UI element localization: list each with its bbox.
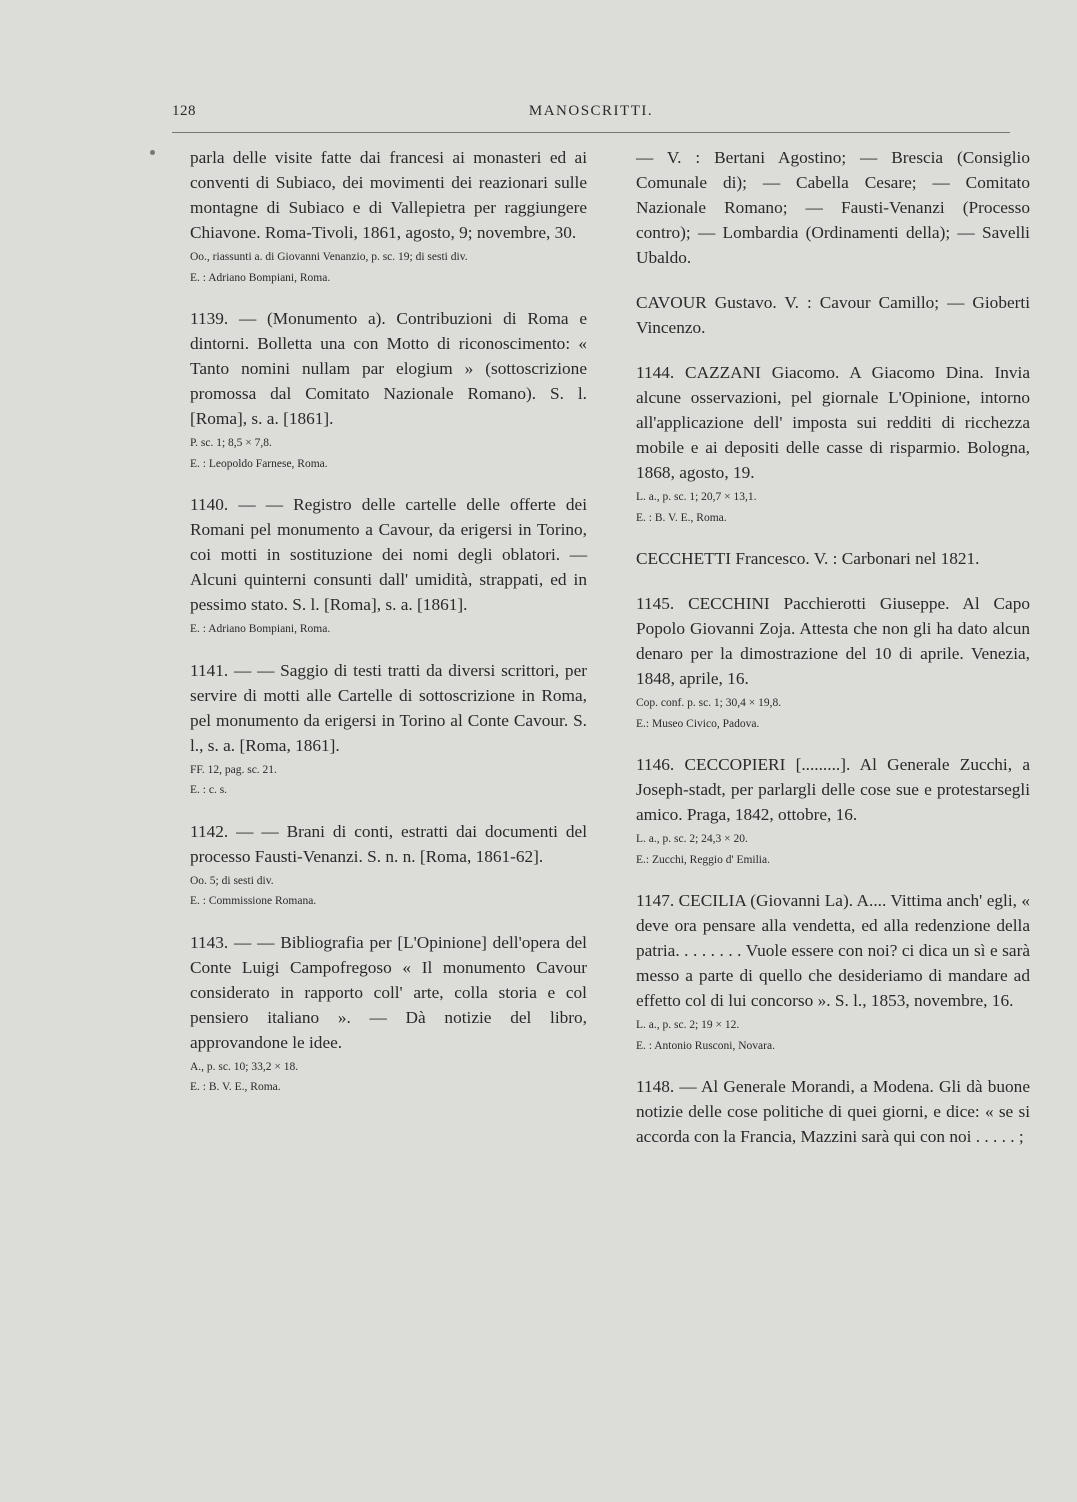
left-column <box>190 145 587 1116</box>
entry-text: 1146. CECCOPIERI [.........]. Al Generale Zucchi, a Joseph-stadt, per parlargli delle cose sue e protestarsegli amico. Praga, 1842, ottobre, 16. <box>636 755 1030 824</box>
entry-note: Oo., riassunti a. di Giovanni Venanzio, p. sc. 19; di sesti div. <box>190 251 468 263</box>
entry-note: E.: Museo Civico, Padova. <box>636 717 760 730</box>
entry-note: E. : Leopoldo Farnese, Roma. <box>190 457 328 470</box>
cross-reference <box>636 290 1030 340</box>
catalog-entry <box>190 492 587 638</box>
entry-note: L. a., p. sc. 2; 19 × 12. <box>636 1019 740 1031</box>
page-header <box>172 103 1010 129</box>
entry-note: E. : Adriano Bompiani, Roma. <box>190 623 331 635</box>
entry-note: Oo. 5; di sesti div. <box>190 874 274 887</box>
entry-text: parla delle visite fatte dai francesi ai monasteri ed ai conventi di Subiaco, dei movimenti dei reazionari sulle montagne di Subiaco e di Vallepietra per raggiungere Chiavone. Roma-Tivoli, 1861, agosto, 9; novembre, 30. <box>190 148 587 242</box>
entry-note: E. : Antonio Rusconi, Novara. <box>636 1039 775 1052</box>
catalog-entry <box>636 888 1030 1054</box>
catalog-entry <box>636 752 1030 868</box>
entry-text: 1147. CECILIA (Giovanni La). A.... Vittima anch' egli, « deve ora pensare alla vendetta, ed alla redenzione della patria. . . . . . . . Vuole essere con noi? ci dica un sì e sarà messo a parte di quello che desideriamo di mandare ad effetto col di lui concorso ». S. l., 1853, novembre, 16. <box>636 891 1030 1010</box>
page-number: 128 <box>172 103 196 119</box>
catalog-entry <box>190 819 587 910</box>
entry-text: 1141. — — Saggio di testi tratti da diversi scrittori, per servire di motti alle Cartelle di sottoscrizione in Roma, pel monumento da erigersi in Torino al Conte Cavour. S. l., s. a. [Roma, 1861]. <box>190 660 587 755</box>
catalog-entry <box>636 360 1030 526</box>
entry-note: L. a., p. sc. 2; 24,3 × 20. <box>636 833 748 845</box>
entry-text: 1143. — — Bibliografia per [L'Opinione] dell'opera del Conte Luigi Campofregoso « Il monumento Cavour considerato in rapporto coll' arte, colla storia e col pensiero italiano ». — Dà notizie del libro, approvandone le idee. <box>190 932 587 1052</box>
entry-text: 1140. — — Registro delle cartelle delle offerte dei Romani pel monumento a Cavour, da erigersi in Torino, coi motti in sostituzione dei nomi degli oblatori. — Alcuni quinterni consunti dall' umidità, strappati, ed in pessimo stato. S. l. [Roma], s. a. [1861]. <box>190 495 587 614</box>
running-title: MANOSCRITTI. <box>528 103 654 119</box>
entry-text: CAVOUR Gustavo. V. : Cavour Camillo; — Gioberti Vincenzo. <box>636 293 1030 337</box>
right-column <box>636 145 1030 1169</box>
entry-note: E. : B. V. E., Roma. <box>190 1081 281 1093</box>
entry-text: 1145. CECCHINI Pacchierotti Giuseppe. Al Capo Popolo Giovanni Zoja. Attesta che non gli ha dato alcun denaro per la dimostrazione del 10 di aprile. Venezia, 1848, aprile, 16. <box>636 594 1030 688</box>
entry-note: FF. 12, pag. sc. 21. <box>190 763 277 776</box>
entry-note: P. sc. 1; 8,5 × 7,8. <box>190 437 272 449</box>
header-rule <box>172 132 1010 133</box>
catalog-entry <box>190 145 587 286</box>
catalog-entry <box>636 1074 1030 1149</box>
entry-text: 1142. — — Brani di conti, estratti dai documenti del processo Fausti-Venanzi. S. n. n. [Roma, 1861-62]. <box>190 821 587 866</box>
entry-note: E. : c. s. <box>190 784 228 796</box>
entry-text: 1144. CAZZANI Giacomo. A Giacomo Dina. Invia alcune osservazioni, pel giornale L'Opinione, intorno all'applicazione dell' imposta sui redditi di ricchezza mobile e ai depositi delle casse di risparmio. Bologna, 1868, agosto, 19. <box>636 363 1030 482</box>
catalog-entry <box>190 658 587 799</box>
catalog-entry <box>190 930 587 1096</box>
entry-text: CECCHETTI Francesco. V. : Carbonari nel 1821. <box>636 549 980 568</box>
cross-reference <box>636 546 1030 571</box>
entry-note: E.: Zucchi, Reggio d' Emilia. <box>636 853 770 866</box>
cross-reference <box>636 145 1030 270</box>
entry-note: A., p. sc. 10; 33,2 × 18. <box>190 1060 299 1073</box>
entry-note: Cop. conf. p. sc. 1; 30,4 × 19,8. <box>636 697 782 709</box>
entry-note: L. a., p. sc. 1; 20,7 × 13,1. <box>636 491 757 503</box>
entry-text: 1139. — (Monumento a). Contribuzioni di Roma e dintorni. Bolletta una con Motto di riconoscimento: « Tanto nomini nullam par elogium » (sottoscrizione promossa dal Comitato Nazionale Romano). S. l. [Roma], s. a. [1861]. <box>190 309 587 428</box>
margin-mark <box>150 150 155 155</box>
entry-text: — V. : Bertani Agostino; — Brescia (Consiglio Comunale di); — Cabella Cesare; — Comitato Nazionale Romano; — Fausti-Venanzi (Processo contro); — Lombardia (Ordinamenti della); — Savelli Ubaldo. <box>636 148 1030 267</box>
entry-note: E. : Commissione Romana. <box>190 895 317 907</box>
entry-note: E. : Adriano Bompiani, Roma. <box>190 271 331 284</box>
entry-note: E. : B. V. E., Roma. <box>636 511 727 524</box>
catalog-entry <box>190 306 587 472</box>
catalog-entry <box>636 591 1030 732</box>
entry-text: 1148. — Al Generale Morandi, a Modena. Gli dà buone notizie delle cose politiche di quei giorni, e dice: « se si accorda con la Francia, Mazzini sarà qui con noi . . . . . ; <box>636 1077 1030 1146</box>
